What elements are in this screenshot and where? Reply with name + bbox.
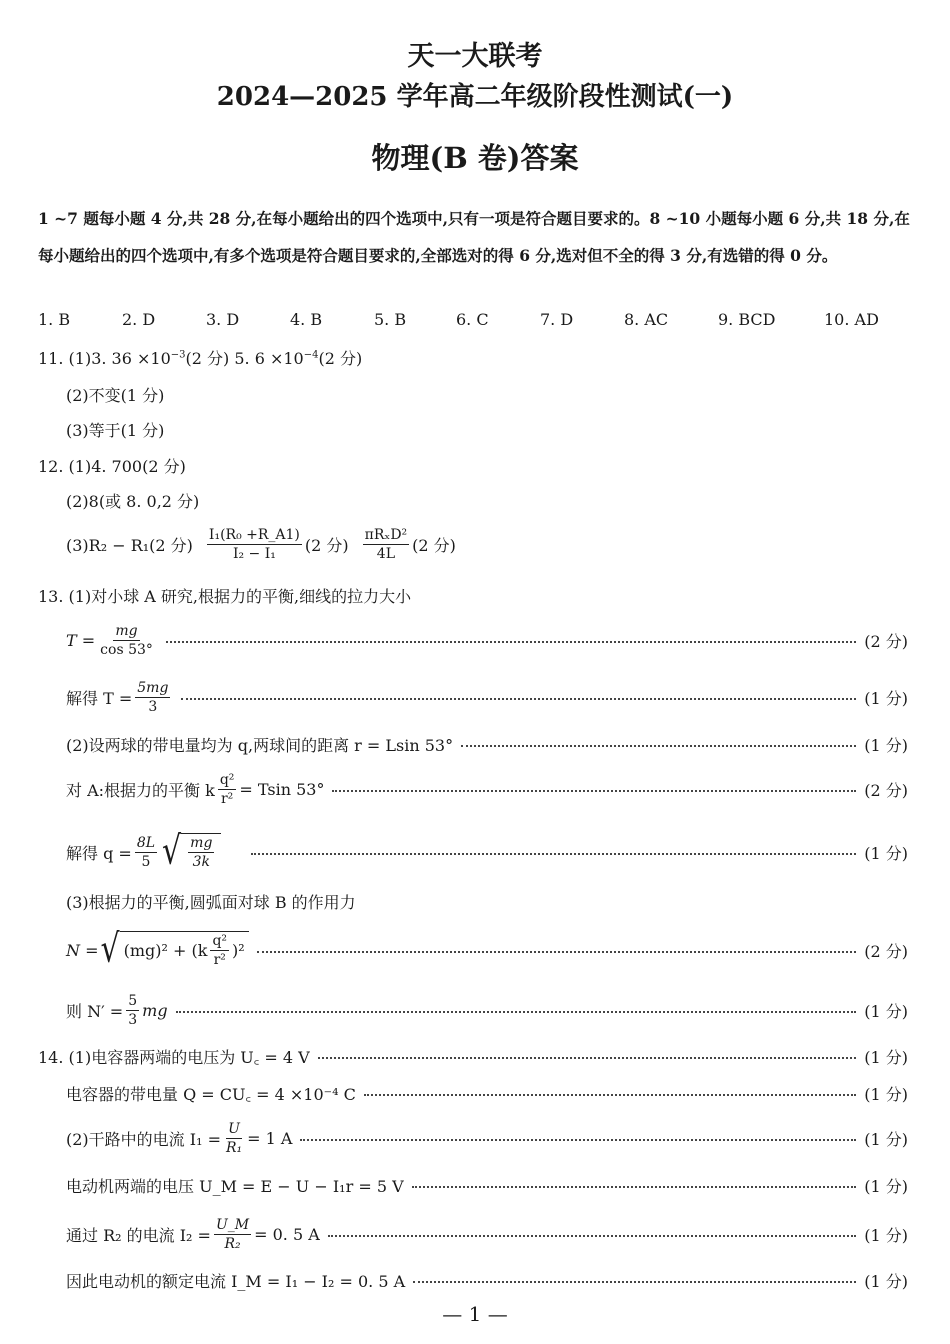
mc-answer: 3. D xyxy=(206,310,240,329)
q11-part1: 11. (1)3. $36 \times 10^{-3}(2$ 分) 5. $6 \times 10^{-4}(2$ 分) xyxy=(38,349,363,368)
q11-part2: (2)不变(1 分) xyxy=(66,386,165,405)
q14-step-rated-current: 因此电动机的额定电流 I_M = I₁ − I₂ = 0. 5 A (1 分) xyxy=(66,1271,908,1291)
q12-part2: (2)8(或 8. 0,2 分) xyxy=(66,492,200,511)
mc-answer: 6. C xyxy=(456,310,489,329)
q14-step-motor-voltage: 电动机两端的电压 U_M = E − U − I₁r = 5 V (1 分) xyxy=(66,1176,908,1196)
subject-title: 物理(B 卷)答案 xyxy=(371,141,579,175)
q13-part3: (3)根据力的平衡,圆弧面对球 B 的作用力 xyxy=(66,893,356,912)
mc-answer: 7. D xyxy=(540,310,574,329)
q14-step-r2-current: 通过 R₂ 的电流 I₂ = $\frac{U\_M}{\text{R₂}}$ = 0. 5 A (1 分) xyxy=(66,1216,908,1252)
mc-answer: 5. B xyxy=(374,310,407,329)
q14-step-charge: 电容器的带电量 Q = CU꜀ = 4 ×10⁻⁴ C (1 分) xyxy=(66,1084,908,1104)
q12-part3: (3)R₂ − R₁(2 分) $\frac{\text{I₁(R₀ +R\_A1)}}{\text{I₂ − I₁}}$ (2 分) $\frac{\text{πRₓD²}}{4L}$ (2 分) xyxy=(66,527,456,562)
mc-answer: 1. B xyxy=(38,310,71,329)
mc-answer: 10. AD xyxy=(824,310,879,329)
q13-step-tension-result: 解得 T = $\frac{5mg}{3}$ (1 分) xyxy=(66,679,908,715)
mc-answer: 8. AC xyxy=(624,310,669,329)
org-title: 天一大联考 xyxy=(407,41,543,72)
mc-answer: 2. D xyxy=(122,310,156,329)
q13-intro: 13. (1)对小球 A 研究,根据力的平衡,细线的拉力大小 xyxy=(38,587,412,606)
q12-part1: 12. (1)4. 700(2 分) xyxy=(38,457,186,476)
q13-step-tension: T = $\frac{mg}{\cos 53^\circ}$ (2 分) xyxy=(66,622,908,658)
q13-step-force-balance: 对 A:根据力的平衡 k $\frac{\text{q²}}{\text{r²}}$ = Tsin 53° (2 分) xyxy=(66,771,908,807)
q13-step-reaction-result: 则 N′ = $\frac{5}{3}$ mg (1 分) xyxy=(66,992,908,1028)
exam-title: 2024—2025 学年高二年级阶段性测试(一) xyxy=(216,82,734,112)
q13-step-distance: (2)设两球的带电量均为 q,两球间的距离 r = Lsin 53° (1 分) xyxy=(66,735,908,755)
q13-step-charge-result: 解得 q = $\frac{8L}{5}$ √ $\frac{mg}{3k}$ (1 分) xyxy=(66,828,908,875)
q11-part3: (3)等于(1 分) xyxy=(66,421,165,440)
page-number: — 1 — xyxy=(442,1302,508,1326)
q14-step-voltage: 14. (1)电容器两端的电压为 U꜀ = 4 V (1 分) xyxy=(38,1047,908,1067)
q14-step-main-current: (2)干路中的电流 I₁ = $\frac{U}{\text{R₁}}$ = 1 A (1 分) xyxy=(66,1120,908,1156)
fraction: $\frac{\text{I₁(R₀ +R\_A1)}}{\text{I₂ − I₁}}$ xyxy=(208,527,300,562)
q13-step-normal-force: N = √ (mg)² + (k $\frac{\text{q²}}{\text{r²}}$ )² (2 分) xyxy=(66,926,908,973)
mc-answer: 4. B xyxy=(290,310,323,329)
fraction: $\frac{\text{πRₓD²}}{4L}$ xyxy=(364,527,408,562)
scoring-intro: 1 ~7 题每小题 4 分,共 28 分,在每小题给出的四个选项中,只有一项是符合题目要求的。8 ~10 小题每小题 6 分,共 18 分,在每小题给出的四个选项中,有多个选项是符合题目要求的,全部选对的得 6 分,选对但不全的得 3 分,有选错的得 0 分。 xyxy=(38,209,910,265)
mc-answer: 9. BCD xyxy=(718,310,776,329)
